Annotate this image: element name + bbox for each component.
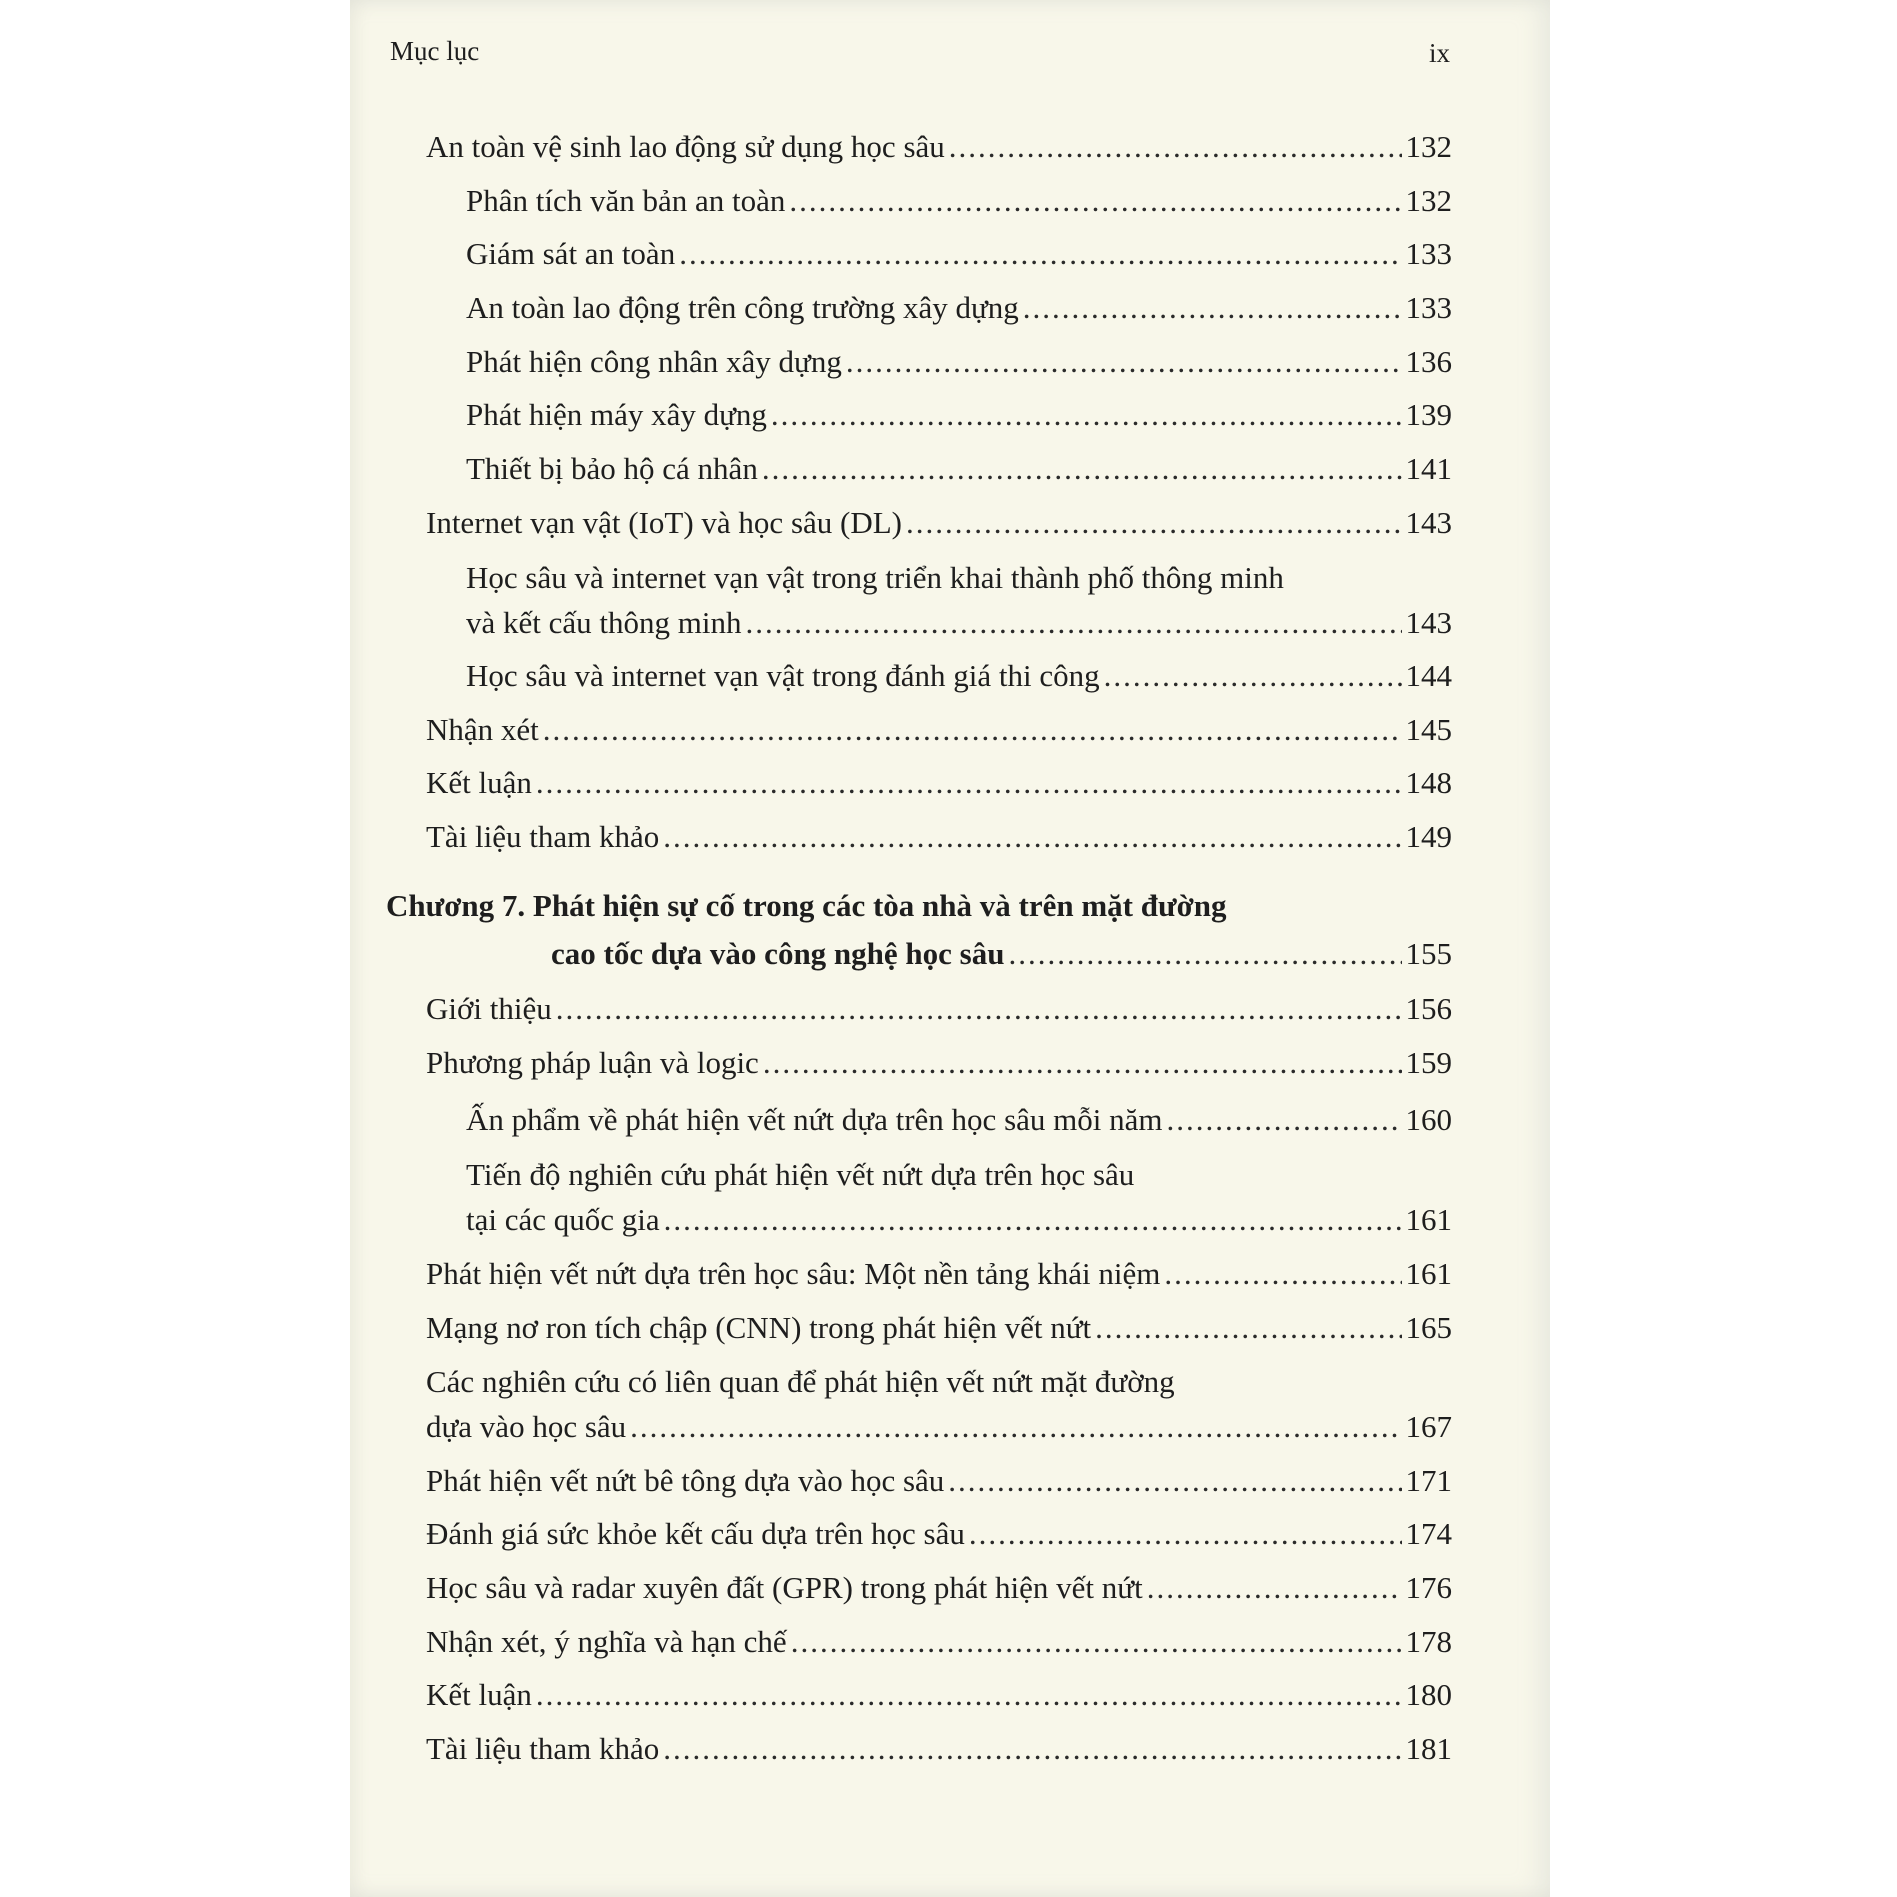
toc-leader <box>969 1514 1402 1554</box>
toc-entry <box>426 989 1452 1029</box>
toc-entry-title-line: Học sâu và internet vạn vật trong triển khai thành phố thông minh <box>466 560 1284 595</box>
toc-entry-page: 149 <box>1405 819 1452 854</box>
toc-entry-page: 144 <box>1405 658 1452 693</box>
toc-entry-page: 139 <box>1405 397 1452 432</box>
toc-entry <box>466 234 1452 274</box>
chapter-heading <box>386 886 1227 926</box>
toc-entry-title: Tài liệu tham khảo <box>426 1731 660 1766</box>
toc-leader <box>664 1200 1402 1240</box>
toc-entry-title: Kết luận <box>426 765 532 800</box>
toc-leader <box>1104 656 1402 696</box>
toc-leader <box>762 449 1402 489</box>
chapter-label: Chương 7. <box>386 888 526 923</box>
toc-entry <box>466 449 1452 489</box>
toc-entry-page: 143 <box>1405 505 1452 540</box>
toc-entry-title: Học sâu và radar xuyên đất (GPR) trong phát hiện vết nứt <box>426 1570 1143 1605</box>
toc-leader <box>1167 1100 1402 1140</box>
toc-entry-page: 159 <box>1405 1045 1452 1080</box>
toc-leader <box>1008 934 1401 974</box>
toc-entry-page: 145 <box>1405 712 1452 747</box>
toc-entry-page: 161 <box>1405 1256 1452 1291</box>
toc-entry-page: 148 <box>1405 765 1452 800</box>
toc-leader <box>763 1043 1402 1083</box>
toc-entry <box>466 395 1452 435</box>
toc-entry <box>426 127 1452 167</box>
toc-leader <box>771 395 1402 435</box>
toc-entry-page: 143 <box>1405 605 1452 640</box>
toc-entry-title: Internet vạn vật (IoT) và học sâu (DL) <box>426 505 902 540</box>
toc-entry <box>466 181 1452 221</box>
toc-entry <box>466 656 1452 696</box>
toc-entry <box>466 603 1452 643</box>
toc-entry-page: 156 <box>1405 991 1452 1026</box>
toc-entry-title: Giới thiệu <box>426 991 552 1026</box>
toc-entry-title-line: Các nghiên cứu có liên quan để phát hiện vết nứt mặt đường <box>426 1364 1175 1399</box>
toc-leader <box>663 817 1401 857</box>
toc-leader <box>789 181 1401 221</box>
toc-entry-title: Phát hiện vết nứt dựa trên học sâu: Một nền tảng khái niệm <box>426 1256 1161 1291</box>
page-number: ix <box>1428 38 1450 68</box>
toc-leader <box>1095 1308 1401 1348</box>
toc-entry-page: 180 <box>1405 1677 1452 1712</box>
toc-entry-page: 160 <box>1405 1102 1452 1137</box>
toc-leader <box>630 1407 1401 1447</box>
toc-entry <box>466 1100 1452 1140</box>
toc-entry-title: An toàn lao động trên công trường xây dựng <box>466 290 1019 325</box>
toc-entry-title: Kết luận <box>426 1677 532 1712</box>
toc-entry-title: Phát hiện công nhân xây dựng <box>466 344 842 379</box>
toc-leader <box>791 1622 1402 1662</box>
running-header: Mục lục <box>390 36 480 66</box>
toc-entry <box>466 288 1452 328</box>
toc-entry-title: Nhận xét, ý nghĩa và hạn chế <box>426 1624 787 1659</box>
toc-entry-title: Phát hiện vết nứt bê tông dựa vào học sâu <box>426 1463 945 1498</box>
toc-entry-title: và kết cấu thông minh <box>466 605 742 640</box>
toc-entry-page: 132 <box>1405 183 1452 218</box>
toc-entry-title: Nhận xét <box>426 712 539 747</box>
toc-entry-title: Giám sát an toàn <box>466 236 676 271</box>
toc-leader <box>1023 288 1402 328</box>
toc-entry <box>426 763 1452 803</box>
toc-entry <box>426 1407 1452 1447</box>
toc-leader <box>679 234 1401 274</box>
toc-entry-page: 161 <box>1405 1202 1452 1237</box>
toc-entry <box>466 1200 1452 1240</box>
toc-entry <box>426 1675 1452 1715</box>
book-page <box>350 0 1550 1897</box>
toc-entry-title: Phát hiện máy xây dựng <box>466 397 767 432</box>
toc-entry-page: 171 <box>1405 1463 1452 1498</box>
toc-entry-title: Phương pháp luận và logic <box>426 1045 759 1080</box>
toc-leader <box>1147 1568 1402 1608</box>
toc-entry <box>426 1729 1452 1769</box>
toc-entry-title: Mạng nơ ron tích chập (CNN) trong phát hiện vết nứt <box>426 1310 1092 1345</box>
toc-entry-title-line: Tiến độ nghiên cứu phát hiện vết nứt dựa trên học sâu <box>466 1157 1135 1192</box>
toc-leader <box>536 1675 1402 1715</box>
toc-leader <box>536 763 1402 803</box>
toc-entry-page: 167 <box>1405 1409 1452 1444</box>
toc-leader <box>906 503 1402 543</box>
toc-entry <box>426 1514 1452 1554</box>
chapter-title-line: Phát hiện sự cố trong các tòa nhà và trên mặt đường <box>532 888 1227 923</box>
toc-entry-title: Ấn phẩm về phát hiện vết nứt dựa trên học sâu mỗi năm <box>466 1102 1163 1137</box>
toc-entry-page: 133 <box>1405 290 1452 325</box>
toc-entry <box>426 1308 1452 1348</box>
toc-entry <box>426 503 1452 543</box>
toc-entry-page: 133 <box>1405 236 1452 271</box>
toc-entry-title: An toàn vệ sinh lao động sử dụng học sâu <box>426 129 945 164</box>
toc-leader <box>556 989 1402 1029</box>
toc-entry-title: dựa vào học sâu <box>426 1409 627 1444</box>
toc-leader <box>663 1729 1401 1769</box>
toc-entry <box>426 1622 1452 1662</box>
toc-entry <box>551 934 1452 974</box>
chapter-title-line: cao tốc dựa vào công nghệ học sâu <box>551 936 1005 971</box>
toc-entry-title: tại các quốc gia <box>466 1202 660 1237</box>
toc-entry-page: 178 <box>1405 1624 1452 1659</box>
toc-leader <box>543 710 1402 750</box>
toc-entry-title: Học sâu và internet vạn vật trong đánh giá thi công <box>466 658 1100 693</box>
toc-entry <box>426 817 1452 857</box>
toc-entry <box>426 1254 1452 1294</box>
toc-entry <box>466 342 1452 382</box>
toc-entry-page: 181 <box>1405 1731 1452 1766</box>
toc-entry-page: 141 <box>1405 451 1452 486</box>
toc-entry <box>426 1568 1452 1608</box>
toc-entry-page: 165 <box>1405 1310 1452 1345</box>
toc-entry-page: 174 <box>1405 1516 1452 1551</box>
toc-entry-page: 132 <box>1405 129 1452 164</box>
toc-entry-title: Tài liệu tham khảo <box>426 819 660 854</box>
toc-leader <box>949 127 1402 167</box>
toc-entry-page: 136 <box>1405 344 1452 379</box>
toc-entry-title: Thiết bị bảo hộ cá nhân <box>466 451 758 486</box>
toc-entry <box>426 1461 1452 1501</box>
toc-entry-title: Phân tích văn bản an toàn <box>466 183 786 218</box>
toc-entry-page: 176 <box>1405 1570 1452 1605</box>
toc-leader <box>846 342 1402 382</box>
toc-entry <box>426 1043 1452 1083</box>
toc-leader <box>746 603 1402 643</box>
toc-entry-page: 155 <box>1405 936 1452 971</box>
toc-leader <box>1164 1254 1401 1294</box>
toc-entry-title: Đánh giá sức khỏe kết cấu dựa trên học sâu <box>426 1516 965 1551</box>
toc-entry <box>426 710 1452 750</box>
toc-leader <box>948 1461 1401 1501</box>
